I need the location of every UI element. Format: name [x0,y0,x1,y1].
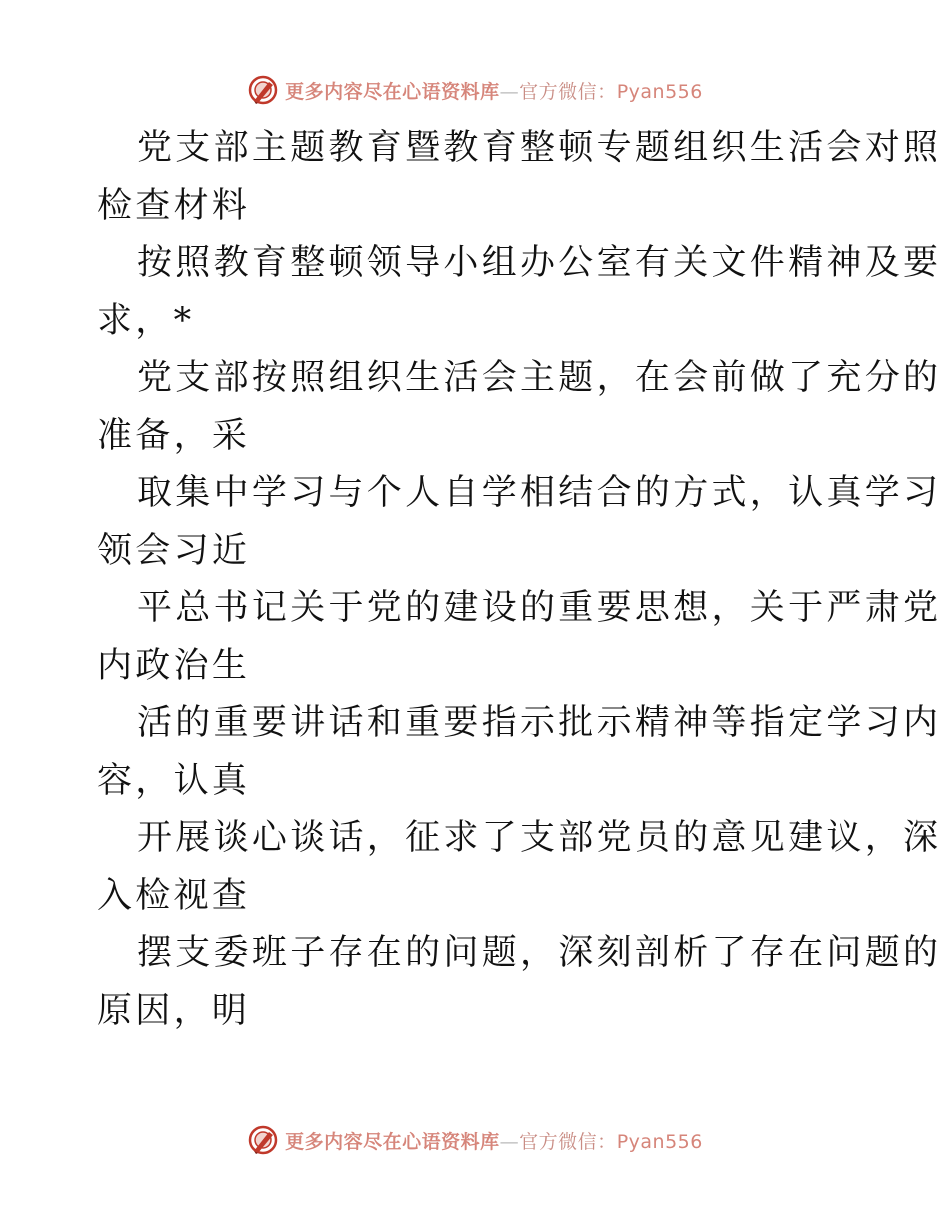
pen-logo-icon [247,74,279,106]
watermark-label: 官方微信： [519,1130,617,1153]
paragraph-line: 原因，明 [97,990,251,1031]
paragraph [97,580,942,695]
header-watermark [0,70,950,110]
paragraph [97,235,942,350]
paragraph-line: 准备，采 [97,415,251,456]
paragraph-line: 平总书记关于党的建设的重要思想，关于严肃党 [137,588,942,628]
paragraph-line: 检查材料 [97,185,251,226]
watermark-label: 官方微信： [519,80,617,103]
paragraph-line: 入检视查 [97,875,251,916]
paragraph [97,350,942,465]
paragraph-line: 取集中学习与个人自学相结合的方式，认真学习 [137,473,942,513]
paragraph [97,810,942,925]
paragraph-line: 按照教育整顿领导小组办公室有关文件精神及要 [137,243,942,283]
watermark-text [285,77,703,104]
paragraph-line: 容，认真 [97,760,251,801]
paragraph [97,925,942,1040]
watermark-main-text: 更多内容尽在心语资料库 [285,1130,500,1153]
paragraph-line: 党支部主题教育暨教育整顿专题组织生活会对照 [137,128,942,168]
paragraph-line: 求，* [97,300,195,341]
paragraph-line: 领会习近 [97,530,251,571]
paragraph-title [97,120,942,235]
watermark-account: Pyan556 [616,1130,703,1153]
pen-logo-icon [247,1124,279,1156]
paragraph-line: 党支部按照组织生活会主题，在会前做了充分的 [137,358,942,398]
paragraph-line: 内政治生 [97,645,251,686]
watermark-separator: — [499,80,520,103]
paragraph-line: 摆支委班子存在的问题，深刻剖析了存在问题的 [137,933,942,973]
watermark-account: Pyan556 [616,80,703,103]
paragraph-line: 活的重要讲话和重要指示批示精神等指定学习内 [137,703,942,743]
paragraph [97,465,942,580]
paragraph-line: 开展谈心谈话，征求了支部党员的意见建议，深 [137,818,942,858]
paragraph [97,695,942,810]
watermark-separator: — [499,1130,520,1153]
document-body [97,120,942,1040]
footer-watermark [0,1120,950,1160]
watermark-text [285,1127,703,1154]
watermark-main-text: 更多内容尽在心语资料库 [285,80,500,103]
